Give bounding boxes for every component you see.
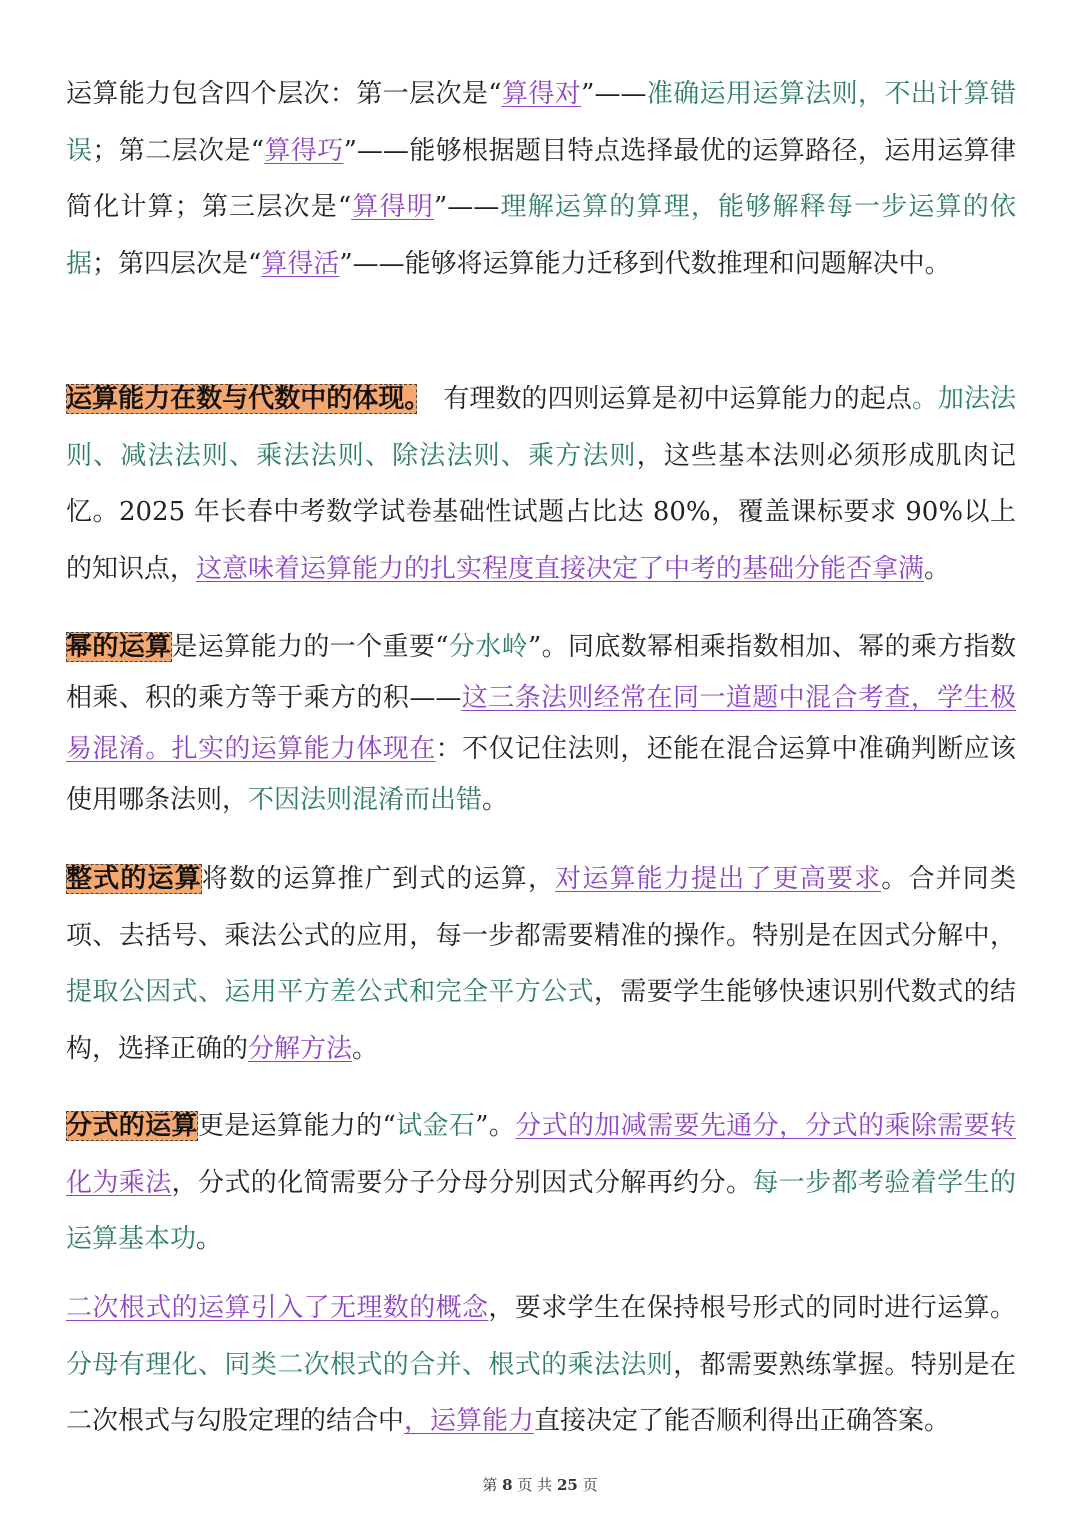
footer-text: 页 [582, 1476, 598, 1494]
green-text: 试金石 [395, 1111, 476, 1141]
highlighted-heading: 运算能力在数与代数中的体现。 [66, 384, 418, 414]
underlined-term: 算得活 [261, 248, 340, 279]
green-text: 。加法法则、减法法则、乘法法则、除法法则、乘方法则 [66, 384, 1016, 471]
green-text: 理解运算的算理，能够解释每一步运算的依据 [66, 192, 1016, 279]
text: ”——能够根据题目特点选择最优的运算路径，运用运算律简化计算；第三层次是“ [66, 135, 1016, 222]
highlighted-heading: 分式的运算 [66, 1111, 198, 1141]
text: 。 [196, 1224, 223, 1254]
underlined-term: 算得明 [351, 192, 435, 222]
text: 。合并同类项、去括号、乘法公式的应用，每一步都需要精准的操作。特别是在因式分解中， [66, 864, 1016, 951]
current-page-number: 8 [502, 1476, 513, 1494]
text: ，要求学生在保持根号形式的同时进行运算。 [488, 1293, 1016, 1323]
green-text: 不因法则混淆而出错 [248, 785, 483, 815]
underlined-text: ，运算能力 [404, 1406, 535, 1436]
paragraph-operation-levels [66, 66, 1016, 292]
text: ”。同底数幂相乘指数相加、幂的乘方指数相乘、积的乘方等于乘方的积—— [66, 632, 1016, 713]
text: 是运算能力的一个重要“ [171, 632, 449, 662]
text: ，分式的化简需要分子分母分别因式分解再约分。 [171, 1167, 753, 1198]
green-text: 准确运用运算法则，不出计算错误 [66, 79, 1016, 166]
text: ，这些基本法则必须形成肌肉记忆。2025 年长春中考数学试卷基础性试题占比达 80%，覆盖课标要求 90%以上的知识点， [66, 440, 1016, 584]
underlined-text: 分解方法 [248, 1033, 353, 1064]
highlighted-heading: 幂的运算 [66, 632, 172, 662]
text: ；第二层次是“ [92, 135, 265, 166]
text: ”。 [475, 1111, 516, 1141]
green-text: 每一步都考验着学生的运算基本功 [66, 1167, 1016, 1254]
underlined-text: 这三条法则经常在同一道题中混合考查，学生极易混淆。扎实的运算能力体现在 [66, 683, 1016, 764]
underlined-text: 分式的加减需要先通分，分式的乘除需要转化为乘法 [66, 1111, 1016, 1198]
footer-text: 页 共 [517, 1476, 553, 1494]
text: 。 [352, 1033, 379, 1064]
page-footer [0, 1474, 1080, 1495]
text: ，需要学生能够快速识别代数式的结构，选择正确的 [66, 977, 1016, 1064]
highlighted-heading: 整式的运算 [66, 864, 202, 894]
paragraph-polynomial-operations [66, 851, 1016, 1077]
green-text: 分母有理化、同类二次根式的合并、根式的乘法法则 [66, 1349, 674, 1380]
text: ”—— [434, 192, 500, 222]
text: 将数的运算推广到式的运算， [201, 864, 556, 894]
text: 有理数的四则运算是初中运算能力的起点 [417, 384, 912, 414]
paragraph-fraction-operations [66, 1098, 1016, 1268]
underlined-term: 算得巧 [264, 135, 344, 166]
paragraph-number-algebra [66, 371, 1016, 597]
text: ”—— [581, 79, 647, 109]
total-page-count: 25 [556, 1476, 578, 1494]
text: 。 [482, 785, 509, 815]
text: ：不仅记住法则，还能在混合运算中准确判断应该使用哪条法则， [66, 734, 1016, 815]
green-text: 分水岭 [448, 632, 529, 662]
text: 直接决定了能否顺利得出正确答案。 [534, 1406, 951, 1436]
text: 运算能力包含四个层次：第一层次是“ [66, 79, 502, 109]
paragraph-radical-operations [66, 1280, 1016, 1450]
text: ”——能够将运算能力迁移到代数推理和问题解决中。 [339, 248, 951, 279]
green-text: 提取公因式、运用平方差公式和完全平方公式 [66, 977, 594, 1007]
underlined-term: 算得对 [501, 79, 582, 109]
text: ；第四层次是“ [92, 248, 262, 279]
underlined-text: 二次根式的运算引入了无理数的概念 [66, 1293, 489, 1323]
underlined-text: 对运算能力提出了更高要求 [555, 864, 882, 894]
text: 更是运算能力的“ [197, 1111, 396, 1141]
paragraph-power-operations [66, 622, 1016, 826]
underlined-text: 这意味着运算能力的扎实程度直接决定了中考的基础分能否拿满 [196, 553, 925, 584]
text: 。 [924, 553, 951, 584]
footer-text: 第 [482, 1476, 498, 1494]
text: ，都需要熟练掌握。特别是在二次根式与勾股定理的结合中 [66, 1349, 1016, 1436]
